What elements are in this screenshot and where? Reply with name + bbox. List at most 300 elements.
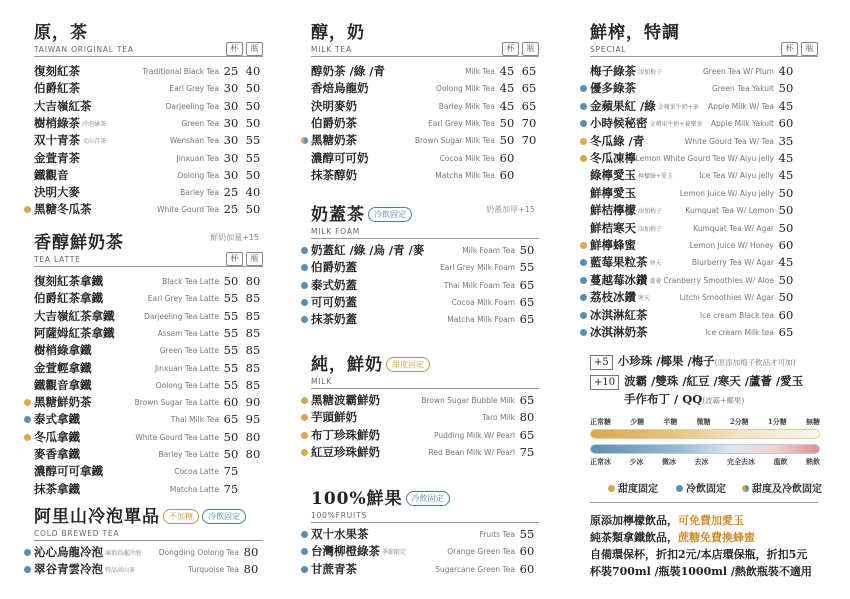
blue-dot-icon <box>301 264 308 271</box>
ice-level: 熱飲 <box>806 457 820 466</box>
item-english-name: Red Bean Milk W/ Pearl <box>428 447 515 457</box>
blue-dot-icon <box>580 277 587 284</box>
menu-item <box>311 311 539 328</box>
item-name: 濃醇可可拿鐵 <box>34 464 103 479</box>
item-price-cup: 45 <box>778 168 794 183</box>
item-name: 鮮桔寒天 添加梅子 <box>590 220 663 235</box>
menu-item <box>311 150 539 167</box>
item-name: 抹茶拿鐵 <box>34 481 80 496</box>
item-english-name: Ice cream Black tea <box>699 310 774 320</box>
section-subtitle: 100%FRUITS <box>311 511 368 520</box>
item-name: 醇奶茶 /綠 /青 <box>311 64 385 78</box>
menu-item <box>34 308 263 325</box>
size-cup-label: 杯 <box>226 42 243 56</box>
menu-item <box>311 526 539 543</box>
item-name: 伯爵奶茶 <box>311 115 357 130</box>
size-cup-label: 杯 <box>781 42 798 56</box>
item-tag: 檸檬綠+愛玉 <box>638 173 674 181</box>
item-name: 冬瓜凍檸 <box>590 151 636 165</box>
blue-dot-icon <box>301 531 308 538</box>
item-name: 冰淇淋紅茶 <box>590 307 648 322</box>
item-english-name: Apple Milk Yakult <box>710 119 774 129</box>
menu-item <box>34 360 263 377</box>
item-name: 鮮桔檸檬 添加梅子 <box>590 203 663 218</box>
item-price-cup: 55 <box>223 291 239 306</box>
blue-dot-icon <box>301 282 308 289</box>
section-milk <box>311 350 539 459</box>
section-header <box>311 200 539 239</box>
item-name: 翠谷青雲冷泡 特品高山茶 <box>34 562 136 577</box>
item-name: 金萱輕拿鐵 <box>34 360 92 375</box>
item-price-bottle: 50 <box>245 98 261 113</box>
item-name: 樹梢綠拿鐵 <box>34 343 92 358</box>
item-price-cup: 30 <box>223 115 239 130</box>
legend-blue: 冷飲固定 <box>676 480 726 495</box>
ice-bar <box>590 444 820 454</box>
menu-item <box>34 80 263 97</box>
section-header <box>311 350 539 389</box>
section-header <box>311 484 539 523</box>
item-name: 黑糖鮮奶茶 <box>34 395 92 410</box>
item-price-bottle: 70 <box>521 115 537 130</box>
menu-item <box>34 481 263 498</box>
item-price-cup: 55 <box>223 308 239 323</box>
item-english-name: Kumquat Tea W/ Agar <box>693 223 774 233</box>
item-price-cup: 40 <box>778 64 794 78</box>
addon-plus10-price: +10 <box>590 375 619 390</box>
item-english-name: Brown Sugar Tea Latte <box>134 398 219 408</box>
gold-dot-icon <box>580 155 587 162</box>
item-tag: 金蘋果牛奶+茶 <box>657 103 699 111</box>
item-price-cup: 50 <box>778 290 794 305</box>
item-english-name: White Gourd Tea Latte <box>135 432 219 442</box>
size-bottle-label: 瓶 <box>801 42 818 56</box>
item-price: 60 <box>519 544 535 559</box>
menu-item <box>34 150 263 167</box>
item-english-name: Cocoa Milk Tea <box>439 153 495 163</box>
item-price-bottle: 90 <box>245 395 261 410</box>
item-price: 75 <box>519 444 535 459</box>
menu-item <box>311 259 539 276</box>
gold-dot-icon <box>24 206 31 213</box>
section-rule <box>311 388 539 389</box>
section-fruits <box>311 484 539 576</box>
ice-level: 正常冰 <box>590 457 611 466</box>
item-english-name: Thai Milk Tea <box>170 415 219 425</box>
item-price-cup: 50 <box>778 185 794 200</box>
item-name: 冬瓜拿鐵 <box>34 429 80 444</box>
menu-item <box>311 80 539 97</box>
size-bottle-label: 瓶 <box>522 42 539 56</box>
menu-item <box>311 167 539 184</box>
section-rule <box>311 522 539 523</box>
item-tag: 特品高山茶 <box>105 567 136 575</box>
item-price-cup: 50 <box>223 429 239 444</box>
gold-dot-icon <box>580 242 587 249</box>
item-name: 双十青茶 文山青茶 <box>34 133 107 148</box>
gold-dot-icon <box>301 432 308 439</box>
item-price-cup: 35 <box>778 133 794 148</box>
item-name: 伯爵紅茶拿鐵 <box>34 291 103 306</box>
section-title: 100%鮮果 冷飲固定 <box>311 484 539 509</box>
item-english-name: Taro Milk <box>482 413 515 423</box>
item-english-name: Dongding Oolong Tea <box>158 548 239 557</box>
menu-item <box>34 325 263 342</box>
item-english-name: Green Tea Yakult <box>711 84 774 94</box>
blue-dot-icon <box>580 85 587 92</box>
item-price-bottle: 85 <box>245 343 261 358</box>
blue-dot-icon <box>301 548 308 555</box>
section-badge: 冷飲固定 <box>368 207 412 222</box>
item-price-bottle: 65 <box>521 64 537 78</box>
section-title: 原，茶 <box>34 23 88 43</box>
gold-dot-icon <box>580 138 587 145</box>
item-price-bottle: 85 <box>245 291 261 306</box>
item-price-bottle: 55 <box>245 133 261 148</box>
item-english-name: Earl Grey Tea Latte <box>147 294 219 304</box>
blue-dot-icon <box>580 259 587 266</box>
item-price-bottle: 85 <box>245 325 261 340</box>
menu-item <box>34 273 263 290</box>
menu-item <box>590 254 818 271</box>
menu-item <box>311 242 539 259</box>
sweetness-level: 半糖 <box>663 417 678 426</box>
item-tag: 冷泡綠茶 <box>82 120 107 128</box>
item-english-name: Barley Tea Latte <box>158 450 219 459</box>
blue-dot-icon <box>580 312 587 319</box>
section-title: 醇，奶 <box>311 23 365 43</box>
item-english-name: Milk Foam Tea <box>462 246 515 255</box>
item-english-name: Lemon Juice W/ Aiyu jelly <box>679 188 774 198</box>
item-english-name: Ice Tea W/ Aiyu jelly <box>699 171 774 181</box>
item-price-bottle: 85 <box>245 377 261 392</box>
menu-item <box>590 185 818 202</box>
item-price: 65 <box>519 393 535 407</box>
size-cup-label: 杯 <box>226 252 243 266</box>
gold-blue-dot-icon <box>301 137 308 144</box>
section-rule <box>34 540 263 541</box>
item-english-name: Barley Tea <box>180 188 219 198</box>
item-name: 藍莓果粒茶 寒天 <box>590 255 662 270</box>
addon-plus10-note: (波霸+椰果) <box>702 396 745 405</box>
menu-item <box>590 289 818 306</box>
section-header <box>34 18 263 57</box>
addon-plus5-items: 小珍珠 /椰果 /梅子 <box>617 354 715 368</box>
section-subtitle: TEA LATTE <box>34 255 81 264</box>
item-name: 布丁珍珠鮮奶 <box>311 427 380 442</box>
item-name: 抹茶奶蓋 <box>311 312 357 327</box>
item-name: 黑糖奶茶 <box>311 133 357 148</box>
addon-plus10 <box>590 373 803 390</box>
menu-item <box>311 561 539 578</box>
menu-item <box>311 277 539 294</box>
menu-item <box>590 237 818 254</box>
menu-item <box>590 307 818 324</box>
item-english-name: Milk Tea <box>465 67 495 76</box>
section-title: 阿里山冷泡單品 不加糖 冷飲固定 <box>34 502 263 527</box>
menu-item <box>590 272 818 289</box>
item-name: 阿薩姆紅茶拿鐵 <box>34 325 115 340</box>
menu-item <box>311 63 539 80</box>
section-rule <box>311 238 539 239</box>
blue-dot-icon <box>24 549 31 556</box>
item-price-bottle: 65 <box>521 81 537 96</box>
item-english-name: Traditional Black Tea <box>142 67 219 76</box>
item-english-name: White Gourd Tea W/ Tea <box>684 136 774 146</box>
item-tag: 蘆薈 <box>649 277 662 285</box>
section-badge: 甜度固定 <box>386 357 430 372</box>
item-english-name: Matcha Milk Foam <box>447 315 515 325</box>
menu-item <box>34 429 263 446</box>
item-english-name: Apple Milk W/ Tea <box>708 101 774 111</box>
item-english-name: Earl Grey Tea <box>169 84 219 94</box>
item-name: 梅子綠茶 添加梅子 <box>590 64 663 78</box>
item-english-name: Thai Milk Foam Tea <box>443 280 515 290</box>
item-tag: 添加梅子 <box>638 208 663 216</box>
section-header <box>311 18 539 57</box>
item-name: 決明大麥 <box>34 185 80 200</box>
note-line-4: 杯裝700ml /瓶裝1000ml /熱飲瓶裝不適用 <box>590 565 812 578</box>
item-price: 55 <box>519 260 535 275</box>
item-name: 荔枝冰鑽 寒天 <box>590 290 651 305</box>
item-name: 鐵觀音拿鐵 <box>34 377 92 392</box>
menu-item <box>311 294 539 311</box>
item-english-name: Oolong Milk Tea <box>436 84 495 94</box>
size-bottle-label: 瓶 <box>246 252 263 266</box>
item-price-cup: 50 <box>223 447 239 461</box>
blue-dot-icon <box>301 299 308 306</box>
item-price-cup: 55 <box>223 360 239 375</box>
item-english-name: Fruits Tea <box>479 530 515 539</box>
item-name: 鮮檸蜂蜜 <box>590 238 636 252</box>
item-price-bottle: 50 <box>245 202 261 217</box>
item-english-name: Cocoa Milk Foam <box>451 297 515 307</box>
item-name: 黑糖波霸鮮奶 <box>311 393 380 407</box>
blue-dot-icon <box>301 316 308 323</box>
section-note: 鮮奶加量+15 <box>210 233 259 242</box>
item-price-bottle: 85 <box>245 360 261 375</box>
menu-item <box>590 202 818 219</box>
legend-gold: 甜度固定 <box>608 480 658 495</box>
addon-plus5-note: (原添加梅子飲品才可加) <box>714 358 796 367</box>
item-name: 芋頭鮮奶 <box>311 410 357 425</box>
item-english-name: Orange Green Tea <box>447 547 515 557</box>
item-price-cup: 25 <box>223 202 239 217</box>
item-price: 80 <box>243 562 259 577</box>
item-price-cup: 50 <box>778 81 794 96</box>
section-title: 奶蓋茶 冷飲固定 <box>311 200 539 225</box>
menu-item <box>311 392 539 409</box>
item-price-cup: 50 <box>778 272 794 287</box>
section-milktea <box>311 18 539 182</box>
section-badge: 不加糖 <box>163 509 199 524</box>
section-title: 純，鮮奶 甜度固定 <box>311 350 539 375</box>
item-tag: 寒天 <box>638 295 651 303</box>
size-headers <box>502 42 539 56</box>
item-english-name: White Gourd Tea <box>157 205 219 215</box>
menu-item <box>590 133 818 150</box>
item-price-bottle: 65 <box>521 98 537 113</box>
item-english-name: Jinxuan Tea Latte <box>154 363 219 373</box>
size-headers <box>226 42 263 56</box>
item-name: 伯爵紅茶 <box>34 81 80 96</box>
item-price-cup: 60 <box>778 116 794 131</box>
sweetness-level: 2分糖 <box>729 417 749 426</box>
item-price-bottle: 50 <box>245 115 261 130</box>
gold-dot-icon <box>301 449 308 456</box>
blue-dot-icon <box>580 103 587 110</box>
item-name: 鐵觀音 <box>34 167 69 182</box>
item-price-cup: 30 <box>223 98 239 113</box>
item-price-cup: 55 <box>223 377 239 392</box>
item-english-name: Black Tea Latte <box>162 277 219 286</box>
gold-dot-icon <box>301 397 308 404</box>
item-english-name: Sugarcane Green Tea <box>435 564 515 574</box>
section-subtitle: COLD BREWED TEA <box>34 529 120 538</box>
item-name: 復刻紅茶拿鐵 <box>34 274 103 288</box>
menu-item <box>34 132 263 149</box>
item-price-bottle: 70 <box>521 133 537 148</box>
menu-item <box>311 98 539 115</box>
item-price: 80 <box>519 410 535 425</box>
item-english-name: Assam Tea Latte <box>157 328 219 338</box>
item-tag: 寒天 <box>649 260 662 268</box>
ice-level: 去冰 <box>694 457 709 466</box>
item-name: 金蘋果紅 /綠 金蘋果牛奶+茶 <box>590 98 699 113</box>
menu-item <box>311 444 539 461</box>
menu-item <box>590 150 818 167</box>
item-name: 泰式奶蓋 <box>311 277 357 292</box>
notes-divider <box>590 502 818 503</box>
menu-item <box>34 201 263 218</box>
item-name: 台灣柳橙綠茶 季節限定 <box>311 544 407 559</box>
item-english-name: Blurberry Tea W/ Agar <box>691 258 774 268</box>
item-name: 抹茶醇奶 <box>311 167 357 182</box>
sweetness-level: 微糖 <box>696 417 711 426</box>
section-header <box>34 228 263 267</box>
section-rule <box>311 56 539 57</box>
ice-labels <box>590 457 820 467</box>
menu-item <box>311 543 539 560</box>
menu-item <box>311 132 539 149</box>
item-name: 金萱青茶 <box>34 150 80 165</box>
item-english-name: Brown Sugar Bubble Milk <box>421 396 515 405</box>
item-name: 沁心烏龍冷泡 凍頂烏龍冷泡 <box>34 545 142 559</box>
item-price-cup: 45 <box>499 64 515 78</box>
blue-dot-icon <box>676 485 683 492</box>
ice-level: 完全去冰 <box>727 457 755 466</box>
item-english-name: Wenshan Tea <box>169 136 219 146</box>
section-title: 鮮榨，特調 <box>590 23 680 43</box>
section-latte <box>34 228 263 496</box>
addon-plus10-items: 波霸 /雙珠 /紅豆 /寒天 /蘆薈 /愛玉 <box>624 374 804 388</box>
item-english-name: Earl Grey Milk Tea <box>428 118 495 128</box>
item-price-bottle: 40 <box>245 64 261 78</box>
item-name: 伯爵奶蓋 <box>311 260 357 275</box>
section-subtitle: MILK FOAM <box>311 227 361 236</box>
gold-dot-icon <box>24 399 31 406</box>
menu-item <box>34 394 263 411</box>
blue-dot-icon <box>301 247 308 254</box>
item-price-cup: 50 <box>499 133 515 148</box>
item-price-cup: 45 <box>499 98 515 113</box>
item-english-name: Cocoa Latte <box>174 467 219 477</box>
item-name: 大吉嶺紅茶拿鐵 <box>34 308 115 323</box>
addon-plus5-price: +5 <box>590 355 613 370</box>
item-name: 樹梢綠茶 冷泡綠茶 <box>34 115 107 130</box>
menu-item <box>311 115 539 132</box>
item-price-bottle: 80 <box>245 274 261 288</box>
gold-dot-icon <box>24 434 31 441</box>
menu-item <box>34 342 263 359</box>
item-name: 黑糖冬瓜茶 <box>34 202 92 217</box>
item-name: 決明麥奶 <box>311 98 357 113</box>
item-name: 鮮檸愛玉 <box>590 185 636 200</box>
blue-dot-icon <box>580 120 587 127</box>
item-english-name: Pudding Milk W/ Pearl <box>434 430 515 440</box>
item-price-bottle: 85 <box>245 308 261 323</box>
size-bottle-label: 瓶 <box>246 42 263 56</box>
item-price-cup: 55 <box>223 343 239 358</box>
item-english-name: Kumquat Tea W/ Lemon <box>685 206 774 216</box>
item-english-name: Green Tea <box>181 118 219 128</box>
item-english-name: Turquoise Tea <box>188 565 239 575</box>
menu-item <box>590 80 818 97</box>
item-name: 可可奶蓋 <box>311 294 357 309</box>
section-note: 奶蓋加厚+15 <box>486 205 535 214</box>
item-english-name: Earl Grey Milk Foam <box>440 263 515 273</box>
section-special <box>590 18 818 339</box>
gold-dot-icon <box>608 485 615 492</box>
section-subtitle: TAIWAN ORIGINAL TEA <box>34 45 134 54</box>
item-price-cup: 50 <box>778 203 794 218</box>
item-price-cup: 45 <box>499 81 515 96</box>
menu-item <box>34 446 263 463</box>
blue-dot-icon <box>24 416 31 423</box>
section-foam <box>311 200 539 327</box>
menu-item <box>590 324 818 341</box>
item-price-cup: 75 <box>223 481 239 496</box>
section-subtitle: MILK TEA <box>311 45 353 54</box>
item-name: 香焙烏龍奶 <box>311 81 369 96</box>
item-english-name: Oolong Tea <box>177 170 219 180</box>
section-original <box>34 18 263 217</box>
item-name: 優多綠茶 <box>590 81 636 96</box>
item-english-name: Matcha Latte <box>169 484 219 494</box>
ice-level: 溫飲 <box>773 457 788 466</box>
item-name: 復刻紅茶 <box>34 64 80 78</box>
item-english-name: Lemon Juice W/ Honey <box>689 241 774 250</box>
menu-item <box>311 427 539 444</box>
item-english-name: Brown Sugar Milk Tea <box>414 136 495 146</box>
ice-level: 少冰 <box>629 457 644 466</box>
menu-item <box>34 463 263 480</box>
blue-dot-icon <box>24 566 31 573</box>
note-line-1: 原添加檸檬飲品，可免費加愛玉 <box>590 514 744 527</box>
section-rule <box>590 56 818 57</box>
sweetness-labels <box>590 417 820 427</box>
item-english-name: Darjeeling Tea <box>165 101 219 111</box>
ice-level: 微冰 <box>662 457 676 466</box>
item-price-cup: 60 <box>223 395 239 410</box>
item-tag: 凍頂烏龍冷泡 <box>105 550 142 557</box>
item-price-cup: 65 <box>778 325 794 339</box>
item-name: 大吉嶺紅茶 <box>34 98 92 113</box>
item-price-cup: 60 <box>499 167 515 182</box>
section-header <box>34 502 263 541</box>
menu-item <box>34 290 263 307</box>
item-price-cup: 25 <box>223 185 239 200</box>
